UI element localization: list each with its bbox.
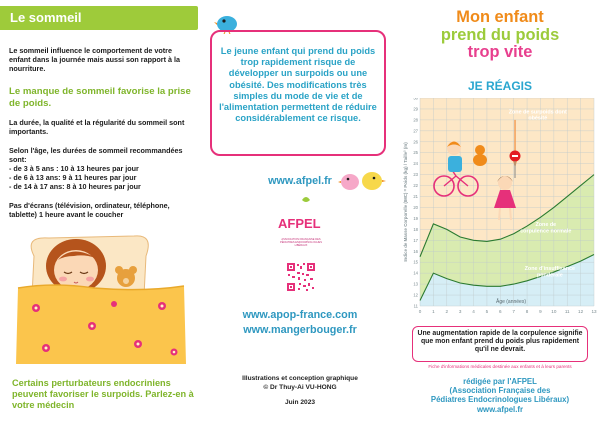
cat-head [475, 145, 485, 155]
y-tick-label: 20 [413, 204, 418, 210]
y-tick-label: 30 [413, 98, 418, 101]
y-tick-label: 11 [413, 303, 418, 309]
duration-item: - de 6 à 13 ans: 9 à 11 heures par jour [9, 173, 137, 182]
y-tick-label: 29 [413, 106, 418, 112]
apop-link[interactable]: www.apop-france.com [242, 309, 358, 321]
afpel-link[interactable]: www.afpel.fr [268, 175, 332, 187]
x-tick-label: 5 [485, 309, 489, 314]
info-sheet-note: Fiche d'informations médicales destinée aux enfants et à leurs parents [428, 364, 572, 369]
title-line-1: Mon enfant [456, 8, 544, 26]
birds-couple-icon [336, 164, 388, 194]
quality-text: La durée, la qualité et la régularité du sommeil sont importants. [9, 118, 185, 136]
duration-item: - de 14 à 17 ans: 8 à 10 heures par jour [9, 182, 141, 191]
x-axis-label: Âge (années) [495, 299, 527, 305]
x-tick-label: 11 [564, 309, 570, 314]
x-tick-label: 8 [525, 309, 529, 314]
x-tick-label: 12 [578, 309, 584, 314]
publication-date: Juin 2023 [284, 399, 316, 406]
logo-letters: AFPEL [278, 216, 321, 231]
y-tick-label: 22 [413, 183, 418, 189]
y-tick-label: 19 [413, 215, 418, 221]
x-tick-label: 6 [499, 309, 502, 314]
section-title: Le sommeil [0, 6, 198, 30]
credit-line: Illustrations et conception graphique [242, 375, 358, 382]
durations-list [9, 164, 195, 191]
zone-label: pondérale [536, 272, 563, 279]
y-axis-label: Indice de Masse Corporelle (IMC) = Poids (kg) / Taille² (m) [403, 142, 408, 262]
title-line-2: prend du poids [440, 25, 560, 44]
left-panel [0, 0, 200, 424]
afpel-caption: ASSOCIATION FRANÇAISE DES PÉDIATRES ENDOCRINOLOGUES LIBÉRAUX [280, 238, 322, 248]
y-tick-label: 27 [413, 128, 418, 134]
x-tick-label: 2 [445, 309, 449, 314]
x-tick-label: 1 [432, 309, 435, 314]
zone-label: Zone de [535, 222, 557, 229]
y-tick-label: 21 [413, 194, 418, 200]
y-tick-label: 15 [413, 259, 418, 265]
screens-text: Pas d'écrans (télévision, ordinateur, téléphone, tablette) 1 heure avant le coucher [9, 201, 170, 219]
author-credit: © Dr Thuy-Ai VU-HONG [263, 384, 337, 391]
y-tick-label: 17 [413, 237, 418, 243]
x-tick-label: 3 [458, 309, 462, 314]
publisher-line-3: Pédiatres Endocrinologues Libéraux) [430, 395, 570, 405]
y-tick-label: 16 [413, 248, 418, 254]
zone-label: Zone d'insuffisance [524, 265, 576, 272]
y-tick-label: 13 [413, 281, 418, 287]
zone-label: corpulence normale [520, 228, 572, 235]
x-tick-label: 4 [472, 309, 475, 314]
y-tick-label: 25 [413, 150, 418, 156]
y-tick-label: 14 [413, 270, 418, 276]
bmi-chart [400, 98, 600, 324]
mangerbouger-link[interactable]: www.mangerbouger.fr [243, 324, 357, 336]
stop-bar [512, 155, 518, 157]
x-tick-label: 10 [551, 309, 557, 314]
zone-label: Zone de surpoids dont [508, 109, 567, 116]
bmi-chart-svg [400, 98, 600, 324]
message-box: Le jeune enfant qui prend du poids trop rapidement risque de développer un surpoids ou une obésité. Des modifications très simples du mode de vie et de l'alimentation permettent de réduire considérablement ce risque. [210, 30, 386, 156]
intro-text: Le sommeil influence le comportement de votre enfant dans la journée mais aussi son rapport à la nourriture. [9, 46, 180, 73]
title-line-3: trop vite [467, 43, 533, 61]
endocrine-note: Certains perturbateurs endocriniens peuvent favoriser le surpoids. Parlez-en à votre médecin [12, 378, 194, 410]
duration-item: - de 3 à 5 ans : 10 à 13 heures par jour [9, 164, 139, 173]
boy-body [448, 156, 462, 172]
right-panel [400, 0, 600, 424]
x-tick-label: 7 [512, 309, 515, 314]
y-tick-label: 23 [413, 172, 418, 178]
cover-subtitle: JE RÉAGIS [467, 79, 533, 93]
x-tick-label: 13 [591, 309, 597, 314]
durations-intro: Selon l'âge, les durées de sommeil recommandées sont: [9, 146, 183, 164]
girl-leg [510, 208, 511, 220]
x-tick-label: 9 [539, 309, 542, 314]
y-tick-label: 24 [413, 161, 418, 167]
warning-box: Une augmentation rapide de la corpulence signifie que mon enfant prend du poids plus rapidement qu'il ne devrait. [412, 326, 588, 362]
sleeping-child-illustration [14, 226, 192, 366]
sleep-heading: Le manque de sommeil favorise la prise de poids. [9, 86, 191, 109]
cover-title [400, 9, 600, 62]
afpel-logo [276, 194, 326, 240]
publisher-line-1: rédigée par l'AFPEL [463, 377, 537, 386]
y-tick-label: 28 [413, 117, 418, 123]
girl-leg [499, 208, 500, 220]
publisher-block [400, 377, 600, 414]
publisher-url[interactable]: www.afpel.fr [476, 404, 524, 414]
publisher-line-2: (Association Française des [449, 386, 551, 396]
y-tick-label: 12 [413, 292, 418, 298]
y-tick-label: 18 [413, 226, 418, 232]
middle-panel [200, 0, 400, 424]
x-tick-label: 0 [418, 309, 422, 314]
zone-label: obésité [528, 115, 548, 122]
y-tick-label: 26 [413, 139, 418, 145]
cat-body [473, 154, 487, 166]
qr-code-icon[interactable] [286, 262, 316, 292]
